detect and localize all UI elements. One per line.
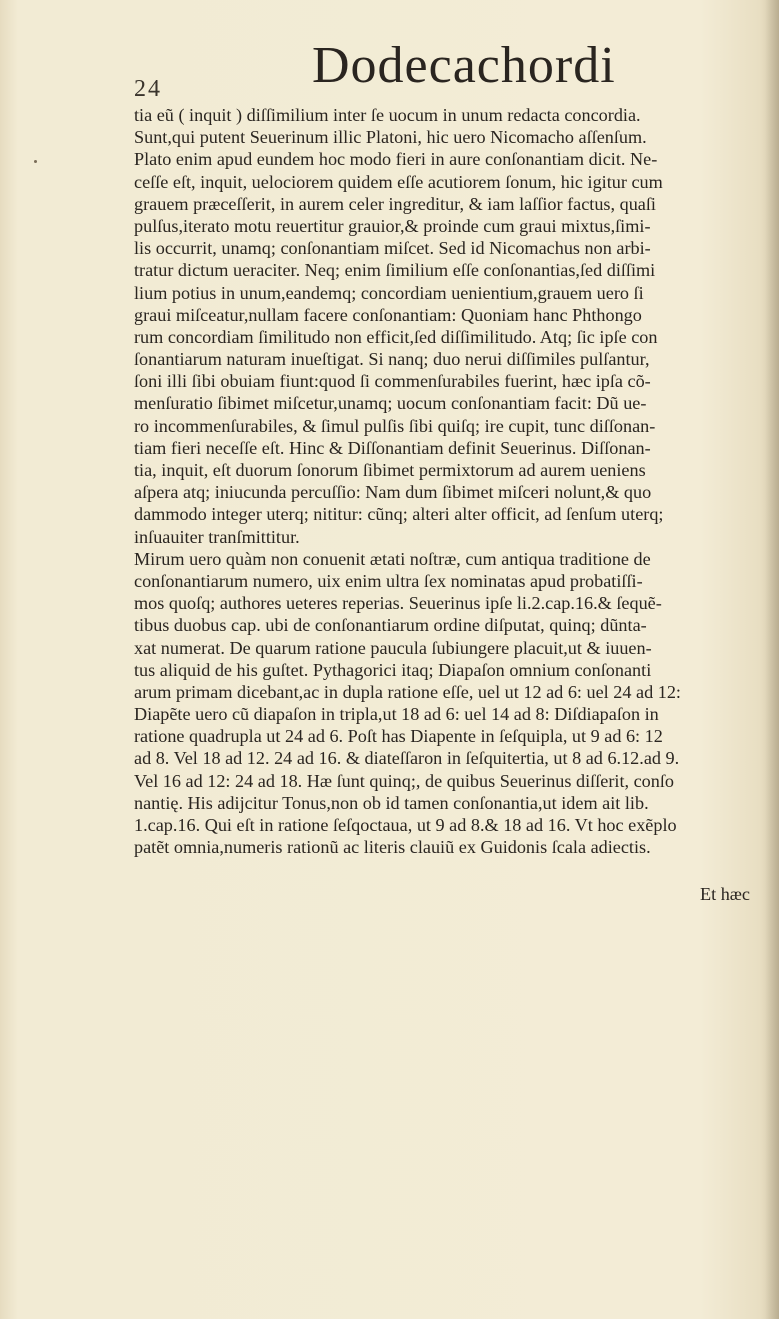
paper-speck	[34, 160, 37, 163]
text-line: graui miſceatur,nullam facere conſonantiam: Quoniam hanc Phthongo	[134, 304, 642, 325]
text-line: Plato enim apud eundem hoc modo fieri in aure conſonantiam dicit. Ne-	[134, 149, 658, 170]
text-line: tia, inquit, eſt duorum ſonorum ſibimet permixtorum ad aurem ueniens	[134, 460, 646, 480]
text-line: ceſſe eſt, inquit, uelociorem quidem eſſe acutiorem ſonum, hic igitur cum	[134, 171, 663, 192]
text-line: grauem præceſſerit, in aurem celer ingreditur, & iam laſſior factus, quaſi	[134, 193, 656, 214]
text-line: xat numerat. De quarum ratione paucula ſubiungere placuit,ut & iuuen-	[134, 637, 652, 658]
text-line: aſpera atq; iniucunda percuſſio: Nam dum ſibimet miſceri nolunt,& quo	[134, 482, 652, 503]
text-line: ro incommenſurabiles, & ſimul pulſis ſibi quiſq; ire cupit, tunc diſſonan-	[134, 415, 656, 436]
text-line: Vel 16 ad 12: 24 ad 18. Hæ ſunt quinq;, de quibus Seuerinus diſſerit, conſo	[134, 770, 675, 791]
text-line: ratione quadrupla ut 24 ad 6. Poſt has Diapente in ſeſquipla, ut 9 ad 6: 12	[134, 726, 663, 747]
text-line: arum primam dicebant,ac in dupla ratione eſſe, uel ut 12 ad 6: uel 24 ad 12:	[134, 681, 681, 702]
text-line: ad 8. Vel 18 ad 12. 24 ad 16. & diateſſaron in ſeſquitertia, ut 8 ad 6.12.ad 9.	[134, 748, 680, 769]
text-line: tibus duobus cap. ubi de conſonantiarum ordine diſputat, quinq; dũnta-	[134, 615, 647, 636]
text-line: menſuratio ſibimet miſcetur,unamq; uocum conſonantiam facit: Dũ ue-	[134, 393, 647, 414]
text-line: lium potius in unum,eandemq; concordiam uenientium,grauem uero ſi	[134, 282, 644, 303]
text-line: Diapẽte uero cũ diapaſon in tripla,ut 18 ad 6: uel 14 ad 8: Diſdiapaſon in	[134, 704, 659, 725]
text-line: tratur dictum ueraciter. Neq; enim ſimilium eſſe conſonantias,ſed diſſimi	[134, 260, 656, 281]
text-line: patẽt omnia,numeris rationũ ac literis clauiũ ex Guidonis ſcala adiectis.	[134, 837, 651, 858]
text-line: Sunt,qui putent Seuerinum illic Platoni, hic uero Nicomacho aſſenſum.	[134, 127, 647, 148]
text-line: conſonantiarum numero, uix enim ultra ſex nominatas apud probatiſſi-	[134, 570, 643, 591]
body-text	[134, 104, 746, 858]
page-number: 24	[134, 76, 162, 102]
text-line: rum concordiam ſimilitudo non efficit,ſed diſſimilitudo. Atq; ſic ipſe con	[134, 326, 658, 347]
text-line: ſonantiarum naturam inueſtigat. Si nanq; duo nerui diſſimiles pulſantur,	[134, 349, 650, 370]
text-line: tia eũ ( inquit ) diſſimilium inter ſe uocum in unum redacta concordia.	[134, 105, 641, 125]
text-line: 1.cap.16. Qui eſt in ratione ſeſqoctaua, ut 9 ad 8.& 18 ad 16. Vt hoc exẽplo	[134, 815, 677, 835]
text-line: pulſus,iterato motu reuertitur grauior,& proinde cum graui mixtus,ſimi-	[134, 215, 651, 236]
running-title: Dodecachordi	[312, 37, 616, 94]
text-line: lis occurrit, unamq; conſonantiam miſcet. Sed id Nicomachus non arbi-	[134, 238, 651, 259]
text-line: ſoni illi ſibi obuiam fiunt:quod ſi commenſurabiles fuerint, hæc ipſa cõ-	[134, 371, 651, 392]
text-line: tus aliquid de his guſtet. Pythagorici itaq; Diapaſon omnium conſonanti	[134, 659, 652, 680]
page-edge-shadow	[765, 0, 779, 1319]
text-line: mos quoſq; authores ueteres reperias. Seuerinus ipſe li.2.cap.16.& ſequẽ-	[134, 593, 662, 614]
text-line: inſuauiter tranſmittitur.	[134, 526, 300, 547]
text-line: nantię. His adijcitur Tonus,non ob id tamen conſonantia,ut idem ait lib.	[134, 792, 649, 813]
catchword: Et hæc	[700, 884, 751, 904]
text-line: Mirum uero quàm non conuenit ætati noſtræ, cum antiqua traditione de	[134, 548, 651, 569]
text-line: dammodo integer uterq; nititur: cũnq; alteri alter officit, ad ſenſum uterq;	[134, 504, 664, 525]
text-line: tiam fieri neceſſe eſt. Hinc & Diſſonantiam definit Seuerinus. Diſſonan-	[134, 437, 651, 458]
